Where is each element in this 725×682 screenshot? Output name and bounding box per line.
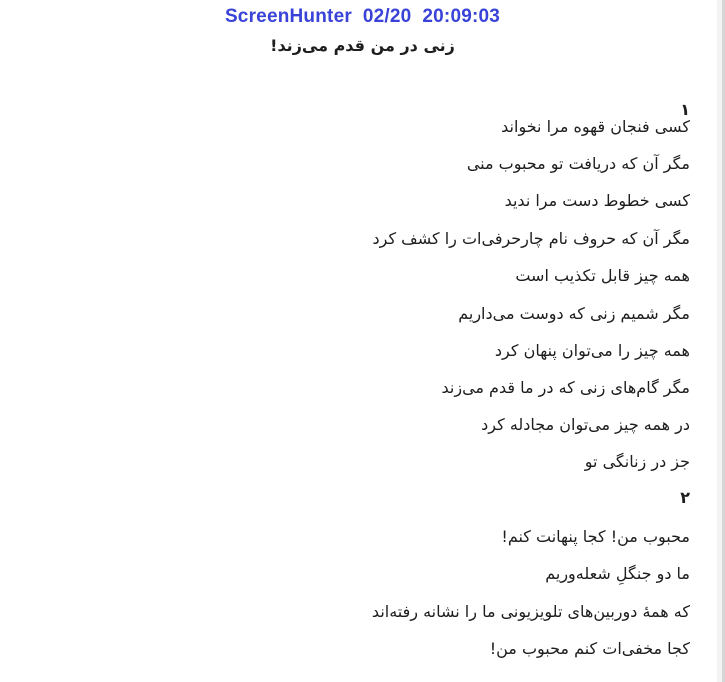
poem-line: جز در زنانگی تو (584, 452, 690, 471)
scrollbar[interactable] (717, 0, 725, 682)
poem-line: کسی فنجان قهوه مرا نخواند (501, 117, 690, 136)
poem-line: مگر گام‌های زنی که در ما قدم می‌زند (441, 378, 690, 397)
poem-line: محبوب من! کجا پنهانت کنم! (501, 527, 690, 546)
poem-line: همه چیز را می‌توان پنهان کرد (494, 341, 690, 360)
poem-line: مگر آن که دریافت تو محبوب منی (466, 154, 690, 173)
poem-title: زنی در من قدم می‌زند! (270, 36, 455, 55)
poem-line: کجا مخفی‌ات کنم محبوب من! (489, 639, 690, 658)
screenshot-timestamp-watermark: ScreenHunter 02/20 20:09:03 (224, 6, 501, 27)
section-number-2: ۲ (680, 488, 690, 507)
poem-line: ما دو جنگلِ شعله‌وریم (545, 564, 690, 583)
poem-line: مگر آن که حروف نام چارحرفی‌ات را کشف کرد (372, 229, 690, 248)
poem-line: کسی خطوط دست مرا ندید (504, 191, 690, 210)
poem-line: در همه چیز می‌توان مجادله کرد (481, 415, 690, 434)
poem-line: همه چیز قابل تکذیب است (515, 266, 690, 285)
section-number-1: ۱ (680, 100, 690, 119)
poem-line: مگر شمیم زنی که دوست می‌داریم (458, 304, 690, 323)
poem-line: که همهٔ دوربین‌های تلویزیونی ما را نشانه رفته‌اند (371, 602, 690, 621)
